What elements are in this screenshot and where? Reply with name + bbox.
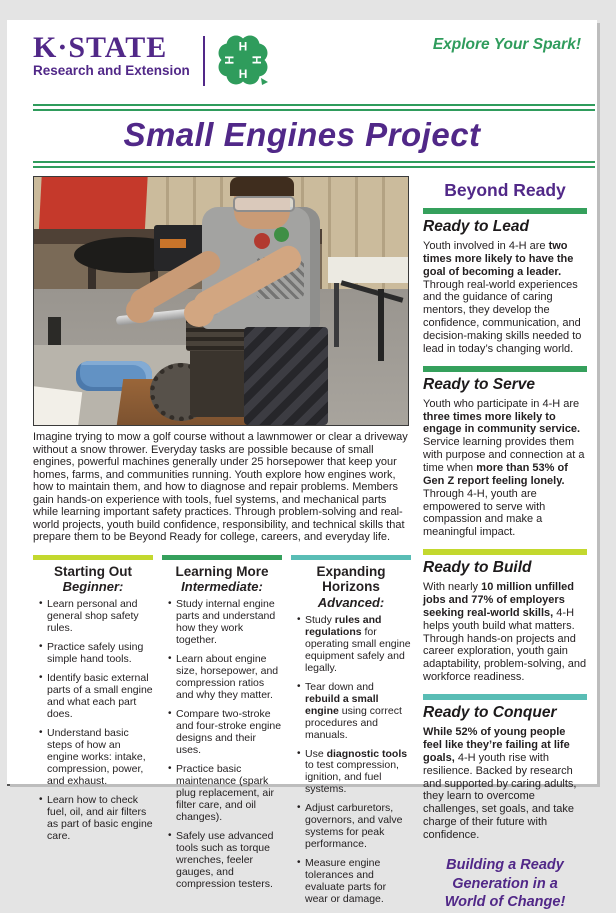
conquer-text: While 52% of young people feel like they’re failing at life goals, 4-H youth rise with resilience. Backed by research and supported by caring adults, they learn to overcome challenges, set goals, and take charge of their future with confidence. xyxy=(423,726,577,841)
bullet-item: • Practice safely using simple hand tools. xyxy=(39,642,153,666)
intermediate-title: Learning More xyxy=(175,563,269,579)
bullet-item: • Identify basic external parts of a small engine and what each part does. xyxy=(39,673,153,721)
advanced-subtitle: Advanced: xyxy=(317,594,385,610)
bullet-item: • Study internal engine parts and understand how they work together. xyxy=(168,599,282,647)
column-intermediate xyxy=(162,555,282,913)
svg-text:H: H xyxy=(222,55,237,65)
bullet-item: • Learn how to check fuel, oil, and air filters as part of basic engine care. xyxy=(39,795,153,843)
kstate-subtitle: Research and Extension xyxy=(33,63,190,78)
conquer-heading: Ready to Conquer xyxy=(423,704,557,722)
build-heading: Ready to Build xyxy=(423,559,532,577)
lead-accent-bar xyxy=(423,208,587,214)
photo-chair-leg xyxy=(378,289,384,361)
beginner-bullet-list xyxy=(33,599,153,842)
photo-shirt-graphic-red xyxy=(254,233,270,249)
photo-right-hand xyxy=(184,299,214,327)
tagline: Explore Your Spark! xyxy=(432,36,581,53)
sidebar-title: Beyond Ready xyxy=(444,180,566,200)
conquer-accent-bar xyxy=(423,694,587,700)
intermediate-subtitle: Intermediate: xyxy=(181,579,263,595)
serve-heading: Ready to Serve xyxy=(423,375,535,393)
lead-heading: Ready to Lead xyxy=(423,218,529,235)
bullet-item: • Compare two-stroke and four-stroke engine designs and their uses. xyxy=(168,709,282,757)
photo-paper-sheet xyxy=(33,386,82,426)
serve-text: Youth who participate in 4-H are three times more likely to engage in community service. Service learning provides them with purpose and connection at a time when more than 53% of Gen Z report feeling lonely. Through 4-H, youth are empowered to serve with compassion and make a meaningful impact. xyxy=(423,397,585,539)
bullet-item: • Learn about engine size, horsepower, and compression ratios and why they matter. xyxy=(168,654,282,702)
lead-text: Youth involved in 4-H are two times more likely to have the goal of becoming a leader. Through real-world experiences and the guidance of caring mentors, they develop the confidence, communication, and decision-making skills needed to lead in today’s changing world. xyxy=(423,240,582,355)
page-title: Small Engines Project xyxy=(123,116,481,153)
closing-slogan: Building a Ready Generation in a World of Change! xyxy=(444,856,566,911)
page-header xyxy=(7,20,597,104)
build-text: With nearly 10 million unfilled jobs and 77% of employers seeking real-world skills, 4-H helps youth build what matters. Through hands-on projects and career exploration, youth gain adaptability, problem-solving, and workforce readiness. xyxy=(423,581,587,684)
svg-text:H: H xyxy=(238,39,248,54)
bullet-item: • Practice basic maintenance (spark plug replacement, air filter care, and oil changes). xyxy=(168,764,282,824)
photo-boy-pants xyxy=(244,327,328,425)
green-rule-bottom xyxy=(33,161,595,168)
advanced-bullet-list xyxy=(291,615,411,906)
section-ready-to-lead xyxy=(423,208,587,356)
bullet-item: • Tear down and rebuild a small engine using correct procedures and manuals. xyxy=(297,682,411,742)
kstate-wordmark: K·STATE xyxy=(33,31,168,64)
column-advanced xyxy=(291,555,411,913)
advanced-accent-bar xyxy=(291,555,411,560)
intro-paragraph: Imagine trying to mow a golf course without a lawnmower or clear a driveway without a snow thrower. Everyday tasks are possible because of small engines, powerful machines generally under 25 horsepower that keep your homes, farms, and communities running. Youth explore how engines work, how to maintain them, and how to diagnose and repair problems. Members gain hands-on experience with tools, fuel systems, and mechanical parts while learning important safety practices. Through problem-solving and real-world projects, youth build confidence, responsibility, and technical skills that prepare them to be Beyond Ready for college, careers, and everyday life. xyxy=(33,431,408,544)
column-beginner xyxy=(33,555,153,913)
photo-shirt-graphic-green xyxy=(274,227,289,242)
section-ready-to-conquer xyxy=(423,694,587,842)
svg-text:H: H xyxy=(249,55,264,65)
intermediate-accent-bar xyxy=(162,555,282,560)
level-columns xyxy=(33,555,411,913)
svg-text:H: H xyxy=(238,66,248,81)
bullet-item: • Use diagnostic tools to test compression, ignition, and fuel systems. xyxy=(297,749,411,797)
photo-charger-label xyxy=(160,239,186,248)
green-rule-top xyxy=(33,104,595,111)
bullet-item: • Adjust carburetors, governors, and valve systems for peak performance. xyxy=(297,803,411,851)
advanced-title: Expanding Horizons xyxy=(316,563,386,595)
logo-divider xyxy=(203,36,205,86)
photo-table-leg xyxy=(334,283,339,347)
intermediate-bullet-list xyxy=(162,599,282,890)
section-ready-to-serve xyxy=(423,366,587,539)
beginner-accent-bar xyxy=(33,555,153,560)
beyond-ready-sidebar xyxy=(423,176,589,913)
main-column xyxy=(33,176,411,913)
beginner-title: Starting Out xyxy=(54,563,132,579)
bullet-item: • Safely use advanced tools such as torque wrenches, feeler gauges, and compression testers. xyxy=(168,831,282,891)
bullet-item: • Learn personal and general shop safety rules. xyxy=(39,599,153,635)
photo-left-hand xyxy=(126,297,154,323)
4h-clover-icon xyxy=(215,32,271,93)
photo-safety-glasses xyxy=(233,196,295,212)
project-photo xyxy=(33,176,409,426)
photo-boy-hair xyxy=(230,177,294,196)
build-accent-bar xyxy=(423,549,587,555)
beginner-subtitle: Beginner: xyxy=(62,579,124,595)
bullet-item: • Understand basic steps of how an engine works: intake, compression, power, and exhaust. xyxy=(39,728,153,788)
serve-accent-bar xyxy=(423,366,587,372)
section-ready-to-build xyxy=(423,549,587,684)
content-area xyxy=(7,168,597,913)
flyer-page xyxy=(7,20,597,911)
bullet-item: • Study rules and regulations for operating small engine equipment safely and legally. xyxy=(297,615,411,675)
bullet-item: • Measure engine tolerances and evaluate parts for wear or damage. xyxy=(297,858,411,906)
photo-white-table xyxy=(328,257,408,283)
